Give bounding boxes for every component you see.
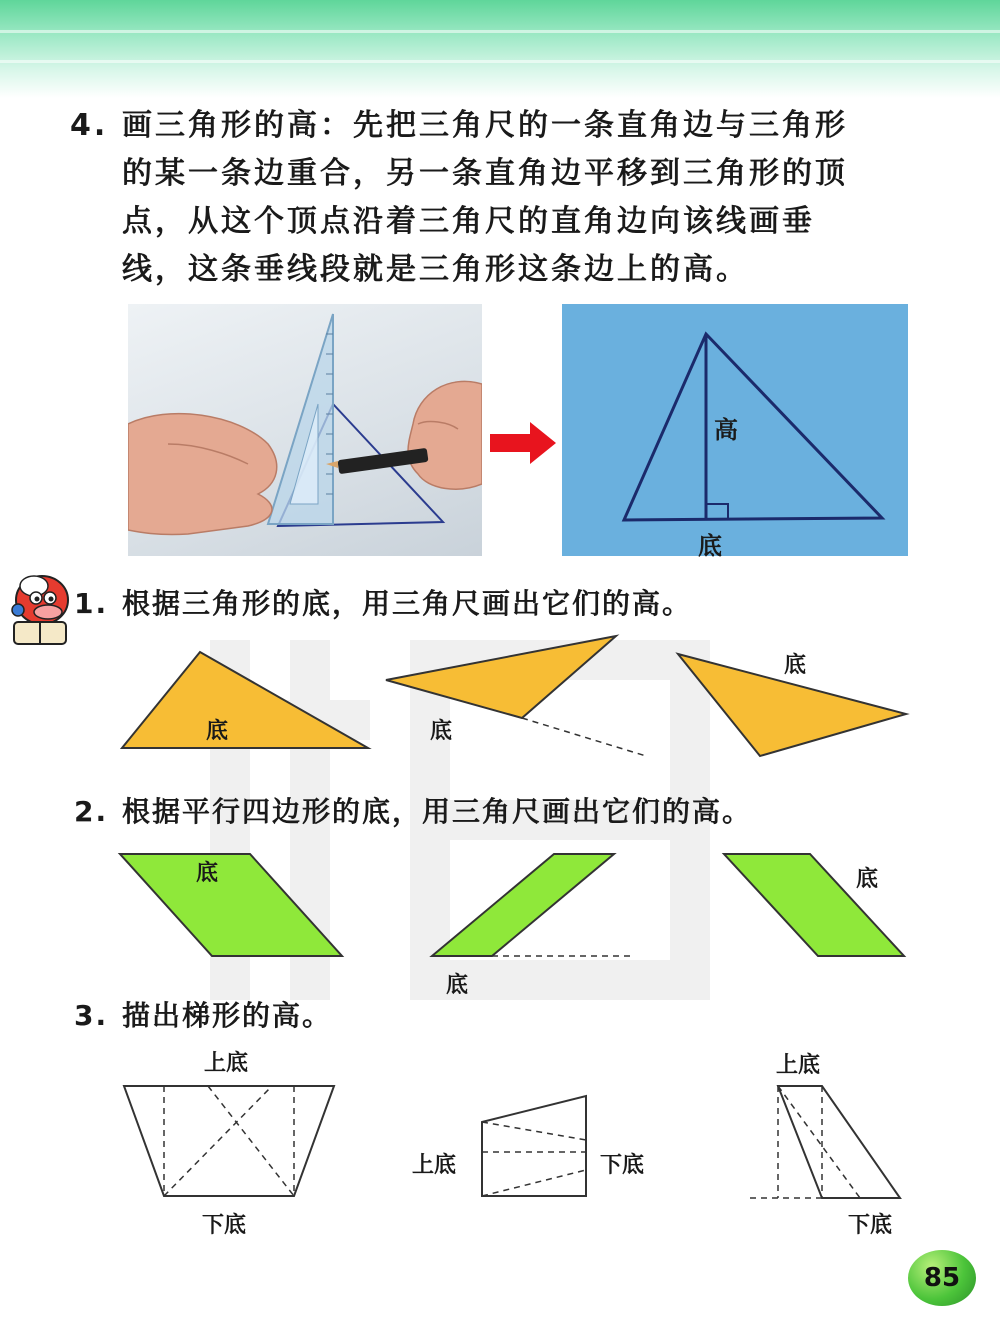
height-label: 高 bbox=[714, 416, 738, 444]
exercise-2-parallelograms bbox=[110, 850, 910, 962]
trapezoid-1-bottom-label: 下底 bbox=[202, 1213, 247, 1238]
exercise-number: 2. bbox=[74, 795, 109, 828]
header-band bbox=[0, 0, 1000, 98]
trapezoid-3-bottom-label: 下底 bbox=[848, 1213, 893, 1238]
trapezoid-3-top-label: 上底 bbox=[776, 1053, 821, 1078]
exercise-number: 1. bbox=[74, 587, 109, 620]
exercise-3-prompt bbox=[74, 994, 332, 1034]
right-arrow-icon bbox=[490, 420, 556, 466]
set-square-photo bbox=[128, 304, 482, 556]
exercise-text: 根据三角形的底，用三角尺画出它们的高。 bbox=[122, 587, 693, 620]
section-number: 4. bbox=[70, 108, 109, 143]
triangle-b bbox=[386, 636, 616, 718]
triangle-b-base-label: 底 bbox=[430, 719, 453, 744]
photo-illustration bbox=[128, 304, 482, 556]
exercise-text: 根据平行四边形的底，用三角尺画出它们的高。 bbox=[122, 795, 753, 828]
trapezoid-1 bbox=[122, 1084, 336, 1198]
height-diagram bbox=[562, 304, 908, 560]
trapezoid-2 bbox=[480, 1094, 590, 1198]
page-number: 85 bbox=[923, 1263, 961, 1293]
trapezoid-3 bbox=[750, 1084, 906, 1200]
exercise-1-prompt bbox=[74, 582, 692, 622]
base-label: 底 bbox=[698, 532, 722, 560]
triangle-c-base-label: 底 bbox=[784, 653, 807, 678]
header-stripe bbox=[0, 30, 1000, 33]
paragraph-line: 画三角形的高：先把三角尺的一条直角边与三角形 bbox=[122, 108, 848, 143]
parallelogram-a-base-label: 底 bbox=[196, 861, 219, 886]
triangle-a bbox=[122, 652, 368, 748]
parallelogram-b bbox=[432, 854, 614, 956]
parallelogram-b-base-label: 底 bbox=[446, 973, 469, 998]
triangle-a-base-label: 底 bbox=[206, 719, 229, 744]
exercise-text: 描出梯形的高。 bbox=[122, 999, 333, 1032]
paragraph-line: 线，这条垂线段就是三角形这条边上的高。 bbox=[122, 252, 749, 287]
exercise-2-prompt bbox=[74, 790, 752, 830]
instruction-paragraph bbox=[70, 102, 930, 294]
exercise-number: 3. bbox=[74, 999, 109, 1032]
paragraph-line: 点，从这个顶点沿着三角尺的直角边向该线画垂 bbox=[122, 204, 815, 239]
parallelogram-c-base-label: 底 bbox=[856, 867, 879, 892]
trapezoid-2-top-label: 上底 bbox=[412, 1153, 457, 1178]
trapezoid-1-top-label: 上底 bbox=[204, 1051, 249, 1076]
header-stripe bbox=[0, 60, 1000, 63]
mascot-reading-icon bbox=[6, 566, 74, 650]
paragraph-line: 的某一条边重合，另一条直角边平移到三角形的顶 bbox=[122, 156, 848, 191]
parallelogram-a bbox=[120, 854, 342, 956]
extended-base-line bbox=[522, 718, 646, 756]
trapezoid-2-bottom-label: 下底 bbox=[600, 1153, 645, 1178]
page-number-badge bbox=[908, 1250, 976, 1306]
